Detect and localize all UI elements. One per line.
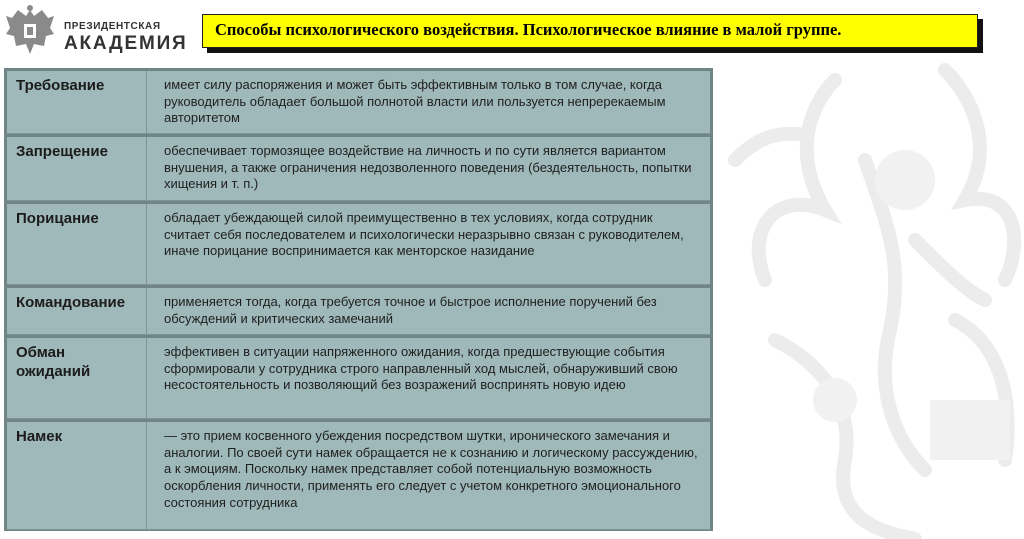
academy-logo xyxy=(4,4,188,60)
influence-methods-table xyxy=(4,68,713,531)
table-row xyxy=(7,71,710,134)
description-cell: применяется тогда, когда требуется точное и быстрое исполнение поручений без обсуждений и критических замечаний xyxy=(164,294,657,326)
term-cell: Запрещение xyxy=(7,137,147,200)
term-cell: Порицание xyxy=(7,204,147,284)
eagle-watermark-icon xyxy=(715,40,1024,539)
double-headed-eagle-icon xyxy=(4,4,56,60)
table-row xyxy=(7,288,710,335)
description-cell: обеспечивает тормозящее воздействие на личность и по сути является вариантом внушения, а также ограничения недозволенного поведения (бездеятельность, попытки хищения и т. п.) xyxy=(164,143,692,192)
term-cell: Требование xyxy=(7,71,147,133)
table-row xyxy=(7,137,710,201)
description-cell: имеет силу распоряжения и может быть эффективным только в том случае, когда руководитель обладает большой полнотой власти или пользуется непререкаемым авторитетом xyxy=(164,77,666,126)
term-cell: Обман ожиданий xyxy=(7,338,147,418)
description-cell: — это прием косвенного убеждения посредством шутки, иронического замечания и аналогии. По своей сути намек обращается не к сознанию и логическому рассуждению, а к эмоциям. Поскольку намек представляет собой потенциальную возможность оскорбления личности, применять его следует с учетом конкретного эмоционального состояния сотрудника xyxy=(164,428,698,510)
term-cell: Командование xyxy=(7,288,147,334)
table-row xyxy=(7,338,710,419)
description-cell: обладает убеждающей силой преимущественно в тех условиях, когда сотрудник считает себя последователем и психологически неразрывно связан с руководителем, иначе порицание воспринимается как менторское назидание xyxy=(164,210,684,259)
description-cell: эффективен в ситуации напряженного ожидания, когда предшествующие события сформировали у сотрудника строго направленный ход мыслей, обнаруживший свою несостоятельность и позволяющий без возражений воспринять новую идею xyxy=(164,344,678,393)
term-cell: Намек xyxy=(7,422,147,529)
table-row xyxy=(7,204,710,285)
title-banner xyxy=(202,14,978,48)
page-title: Способы психологического воздействия. Психологическое влияние в малой группе. xyxy=(215,20,842,39)
logo-text-line2: АКАДЕМИЯ xyxy=(64,33,188,54)
table-row xyxy=(7,422,710,530)
logo-text-line1: ПРЕЗИДЕНТСКАЯ xyxy=(64,21,161,32)
